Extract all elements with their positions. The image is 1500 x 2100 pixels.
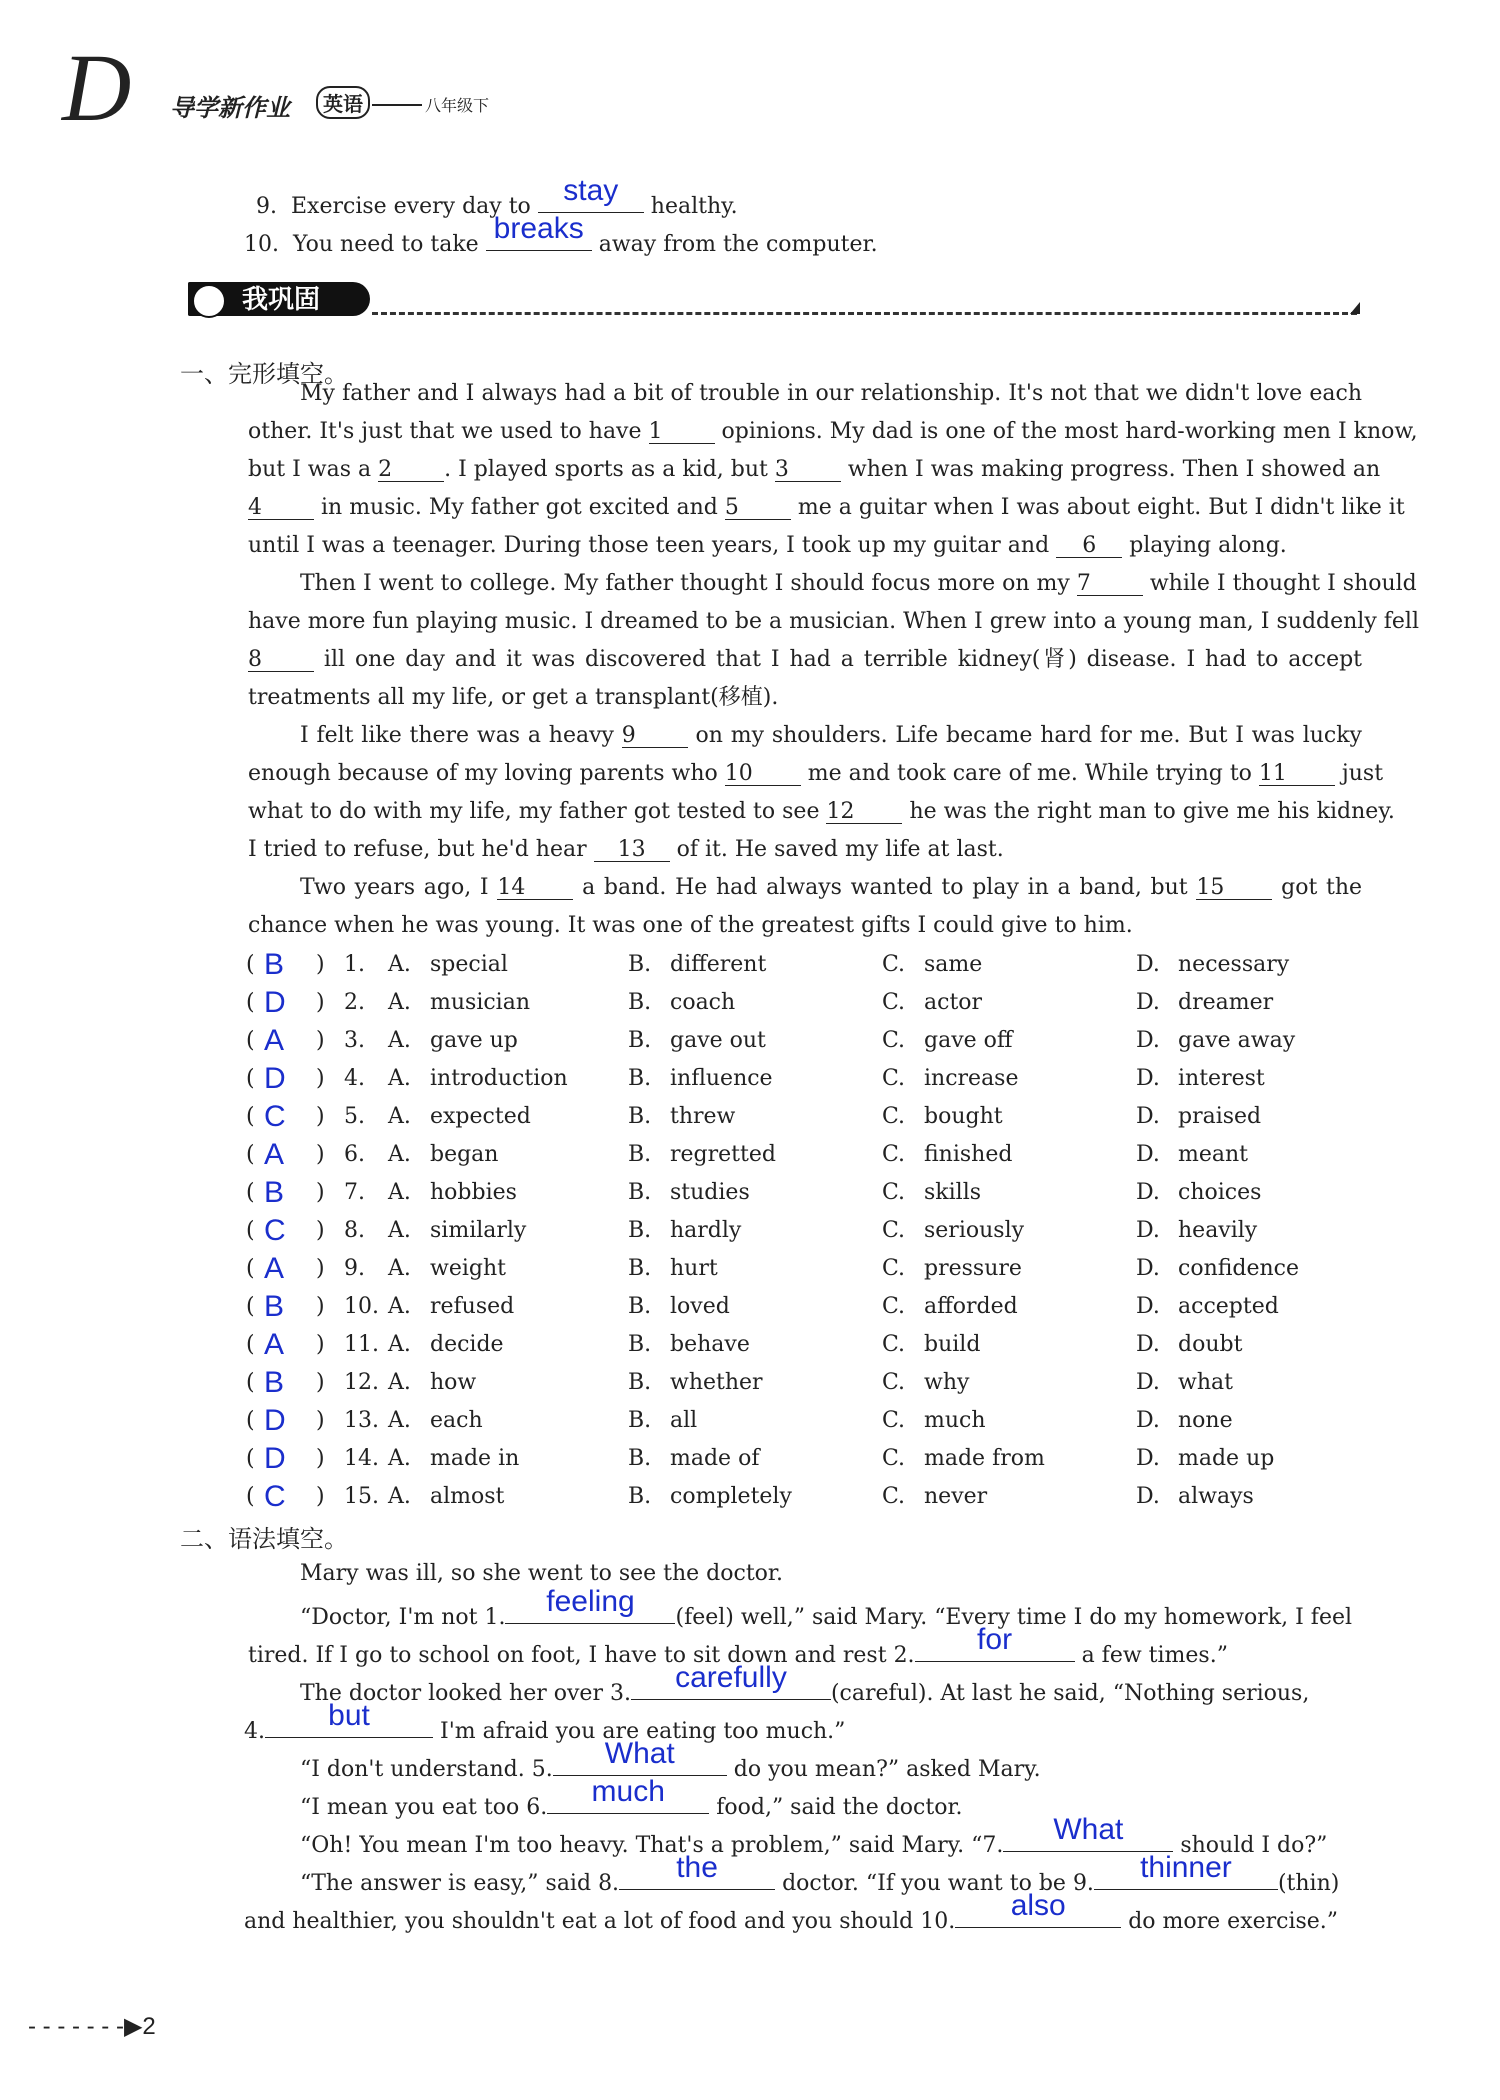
option-text: made in — [430, 1446, 520, 1471]
option-label: ) — [316, 1446, 325, 1471]
passage-line: treatments all my life, or get a transplant(移植). — [248, 685, 779, 710]
answer-letter: C — [264, 1480, 286, 1513]
option-text: hardly — [670, 1218, 742, 1243]
answer-letter: C — [264, 1214, 286, 1247]
option-text: decide — [430, 1332, 504, 1357]
book-title: 导学新作业 — [170, 95, 290, 122]
option-label: ( — [246, 1256, 255, 1281]
option-label: B. — [628, 1104, 652, 1129]
option-text: special — [430, 952, 508, 977]
option-label: B. — [628, 1446, 652, 1471]
option-label: D. — [1136, 952, 1160, 977]
option-label: C. — [882, 1484, 906, 1509]
option-label: ) — [316, 1484, 325, 1509]
option-text: pressure — [924, 1256, 1022, 1281]
dashed-rule — [372, 312, 1357, 315]
option-label: A. — [388, 1332, 411, 1357]
option-text: all — [670, 1408, 698, 1433]
option-text: similarly — [430, 1218, 527, 1243]
option-label: D. — [1136, 1408, 1160, 1433]
subject-badge: 英语 — [316, 86, 370, 119]
answer-letter: D — [264, 1404, 286, 1437]
option-text: threw — [670, 1104, 736, 1129]
option-label: ( — [246, 1484, 255, 1509]
answer-blank: stay — [538, 186, 644, 213]
passage-line: until I was a teenager. During those teen years, I took up my guitar and 6 playing along. — [248, 533, 1287, 558]
section-2-title: 二、语法填空。 — [180, 1525, 348, 1553]
option-label: ( — [246, 1028, 255, 1053]
option-text: 15. — [344, 1484, 379, 1509]
answer-letter: B — [264, 948, 285, 981]
passage-line: Then I went to college. My father thought I should focus more on my 7 while I thought I should — [300, 571, 1417, 596]
option-text: expected — [430, 1104, 531, 1129]
grade-label: 八年级下 — [425, 98, 490, 115]
option-label: D. — [1136, 1446, 1160, 1471]
option-text: gave away — [1178, 1028, 1296, 1053]
option-label: ( — [246, 990, 255, 1015]
grammar-line: and healthier, you shouldn't eat a lot of food and you should 10. also do more exercise.” — [244, 1889, 1339, 1934]
option-label: D. — [1136, 1066, 1160, 1091]
option-label: ( — [246, 1408, 255, 1433]
option-text: 14. — [344, 1446, 379, 1471]
option-text: 11. — [344, 1332, 379, 1357]
option-text: seriously — [924, 1218, 1025, 1243]
option-text: influence — [670, 1066, 773, 1091]
option-text: increase — [924, 1066, 1019, 1091]
option-text: necessary — [1178, 952, 1290, 977]
option-label: D. — [1136, 1370, 1160, 1395]
option-label: C. — [882, 1104, 906, 1129]
option-label: D. — [1136, 1104, 1160, 1129]
option-text: made of — [670, 1446, 760, 1471]
answer-letter: A — [264, 1138, 285, 1171]
option-text: coach — [670, 990, 736, 1015]
answer-letter: B — [264, 1176, 285, 1209]
option-text: why — [924, 1370, 970, 1395]
flower-icon — [192, 284, 226, 318]
answer-blank: breaks — [486, 224, 592, 251]
option-label: C. — [882, 990, 906, 1015]
option-text: musician — [430, 990, 530, 1015]
option-text: made up — [1178, 1446, 1275, 1471]
logo-d: D — [62, 34, 132, 141]
option-text: bought — [924, 1104, 1003, 1129]
option-label: C. — [882, 1028, 906, 1053]
passage-line: I felt like there was a heavy 9 on my shoulders. Life became hard for me. But I was lucky — [300, 723, 1362, 748]
option-label: ( — [246, 1142, 255, 1167]
option-label: ) — [316, 990, 325, 1015]
option-label: ) — [316, 1142, 325, 1167]
option-text: 3. — [344, 1028, 365, 1053]
option-label: A. — [388, 1180, 411, 1205]
option-label: A. — [388, 1484, 411, 1509]
grammar-line: Mary was ill, so she went to see the doctor. — [300, 1561, 784, 1586]
option-text: 1. — [344, 952, 365, 977]
option-label: A. — [388, 1218, 411, 1243]
option-text: whether — [670, 1370, 763, 1395]
option-text: 2. — [344, 990, 365, 1015]
option-label: ) — [316, 1370, 325, 1395]
option-text: regretted — [670, 1142, 776, 1167]
option-text: 13. — [344, 1408, 379, 1433]
option-text: much — [924, 1408, 986, 1433]
option-text: skills — [924, 1180, 982, 1205]
option-text: never — [924, 1484, 988, 1509]
option-label: ) — [316, 1256, 325, 1281]
option-label: B. — [628, 990, 652, 1015]
option-text: 7. — [344, 1180, 365, 1205]
option-label: ) — [316, 1104, 325, 1129]
option-label: A. — [388, 990, 411, 1015]
option-text: completely — [670, 1484, 792, 1509]
grammar-line: 4. but I'm afraid you are eating too much.” — [244, 1699, 846, 1744]
option-label: D. — [1136, 1332, 1160, 1357]
option-text: how — [430, 1370, 477, 1395]
option-label: ( — [246, 952, 255, 977]
option-text: weight — [430, 1256, 506, 1281]
option-label: C. — [882, 1066, 906, 1091]
grammar-line: “The answer is easy,” said 8. the doctor. “If you want to be 9. thinner (thin) — [300, 1851, 1340, 1896]
option-label: ) — [316, 1066, 325, 1091]
option-text: none — [1178, 1408, 1233, 1433]
answer-letter: D — [264, 1442, 286, 1475]
passage-line: what to do with my life, my father got tested to see 12 he was the right man to give me his kidney. — [248, 799, 1395, 824]
option-label: B. — [628, 1332, 652, 1357]
option-text: 5. — [344, 1104, 365, 1129]
passage-line: Two years ago, I 14 a band. He had always wanted to play in a band, but 15 got the — [300, 875, 1363, 900]
option-label: ( — [246, 1218, 255, 1243]
option-label: ) — [316, 952, 325, 977]
grammar-line: tired. If I go to school on foot, I have to sit down and rest 2. for a few times.” — [248, 1623, 1228, 1668]
option-text: 12. — [344, 1370, 379, 1395]
option-label: C. — [882, 1370, 906, 1395]
answer-letter: D — [264, 1062, 286, 1095]
option-text: 4. — [344, 1066, 365, 1091]
option-text: afforded — [924, 1294, 1018, 1319]
header-divider — [372, 104, 422, 106]
option-label: B. — [628, 1218, 652, 1243]
answer-letter: A — [264, 1024, 285, 1057]
passage-line: have more fun playing music. I dreamed to be a musician. When I grew into a young man, I suddenly fell — [248, 609, 1419, 634]
option-text: actor — [924, 990, 983, 1015]
option-text: build — [924, 1332, 981, 1357]
answer-letter: C — [264, 1100, 286, 1133]
option-label: ) — [316, 1332, 325, 1357]
section-1-title: 一、完形填空。 — [180, 360, 348, 388]
option-label: D. — [1136, 1028, 1160, 1053]
passage-line: I tried to refuse, but he'd hear 13 of it. He saved my life at last. — [248, 837, 1004, 862]
option-text: choices — [1178, 1180, 1262, 1205]
option-text: gave off — [924, 1028, 1013, 1053]
passage-line: My father and I always had a bit of trouble in our relationship. It's not that we didn't love each — [300, 381, 1362, 406]
option-text: behave — [670, 1332, 750, 1357]
option-label: B. — [628, 1142, 652, 1167]
option-text: same — [924, 952, 983, 977]
option-label: C. — [882, 1446, 906, 1471]
option-label: ( — [246, 1180, 255, 1205]
option-text: refused — [430, 1294, 515, 1319]
passage-line: enough because of my loving parents who 10 me and took care of me. While trying to 11 just — [248, 761, 1384, 786]
option-text: 10. — [344, 1294, 379, 1319]
option-label: A. — [388, 1256, 411, 1281]
option-label: ( — [246, 1446, 255, 1471]
option-label: D. — [1136, 1142, 1160, 1167]
option-label: A. — [388, 1142, 411, 1167]
option-label: C. — [882, 1408, 906, 1433]
option-label: C. — [882, 1332, 906, 1357]
grammar-line: The doctor looked her over 3. carefully (careful). At last he said, “Nothing serious, — [300, 1661, 1310, 1706]
option-label: ( — [246, 1294, 255, 1319]
option-text: gave out — [670, 1028, 766, 1053]
passage-line: chance when he was young. It was one of the greatest gifts I could give to him. — [248, 913, 1133, 938]
option-label: A. — [388, 1446, 411, 1471]
option-text: what — [1178, 1370, 1233, 1395]
option-label: C. — [882, 1218, 906, 1243]
option-label: B. — [628, 1484, 652, 1509]
option-text: began — [430, 1142, 499, 1167]
grammar-line: “I mean you eat too 6. much food,” said the doctor. — [300, 1775, 963, 1820]
passage-line: 8 ill one day and it was discovered that I had a terrible kidney(肾) disease. I had to accept — [248, 647, 1363, 672]
option-label: B. — [628, 1294, 652, 1319]
option-label: C. — [882, 1180, 906, 1205]
answer-letter: A — [264, 1328, 285, 1361]
option-text: heavily — [1178, 1218, 1258, 1243]
option-label: B. — [628, 1370, 652, 1395]
option-label: A. — [388, 1408, 411, 1433]
option-text: loved — [670, 1294, 730, 1319]
answer-letter: B — [264, 1366, 285, 1399]
passage-line: 4 in music. My father got excited and 5 me a guitar when I was about eight. But I didn't like it — [248, 495, 1405, 520]
passage-line: other. It's just that we used to have 1 opinions. My dad is one of the most hard-working men I know, — [248, 419, 1418, 444]
option-text: made from — [924, 1446, 1045, 1471]
option-text: hobbies — [430, 1180, 517, 1205]
option-text: 9. — [344, 1256, 365, 1281]
option-label: B. — [628, 1256, 652, 1281]
item-9: 9. Exercise every day to stay healthy. — [256, 174, 738, 219]
option-label: A. — [388, 1028, 411, 1053]
answer-letter: B — [264, 1290, 285, 1323]
page-number: - - - - - - -▶2 — [28, 2013, 156, 2040]
answer-letter: D — [264, 986, 286, 1019]
option-label: ( — [246, 1066, 255, 1091]
option-label: ( — [246, 1104, 255, 1129]
option-label: ) — [316, 1028, 325, 1053]
grammar-line: “Doctor, I'm not 1. feeling (feel) well,” said Mary. “Every time I do my homework, I feel — [300, 1585, 1353, 1630]
option-label: D. — [1136, 1218, 1160, 1243]
option-label: C. — [882, 1142, 906, 1167]
option-label: ( — [246, 1370, 255, 1395]
passage-line: but I was a 2 . I played sports as a kid, but 3 when I was making progress. Then I showed an — [248, 457, 1381, 482]
option-label: D. — [1136, 990, 1160, 1015]
corner-mark — [1350, 302, 1360, 314]
option-label: ) — [316, 1408, 325, 1433]
option-text: gave up — [430, 1028, 518, 1053]
option-text: 6. — [344, 1142, 365, 1167]
section-banner: 我巩固 — [188, 282, 370, 316]
option-text: 8. — [344, 1218, 365, 1243]
option-label: C. — [882, 952, 906, 977]
option-label: B. — [628, 1066, 652, 1091]
option-text: hurt — [670, 1256, 718, 1281]
grammar-line: “I don't understand. 5. What do you mean?” asked Mary. — [300, 1737, 1041, 1782]
option-text: meant — [1178, 1142, 1249, 1167]
option-label: ) — [316, 1218, 325, 1243]
option-text: different — [670, 952, 767, 977]
grammar-line: “Oh! You mean I'm too heavy. That's a problem,” said Mary. “7. What should I do?” — [300, 1813, 1328, 1858]
option-label: D. — [1136, 1484, 1160, 1509]
option-label: A. — [388, 1294, 411, 1319]
option-text: introduction — [430, 1066, 568, 1091]
option-text: always — [1178, 1484, 1254, 1509]
option-text: praised — [1178, 1104, 1262, 1129]
option-label: A. — [388, 1104, 411, 1129]
option-label: C. — [882, 1294, 906, 1319]
option-label: B. — [628, 1180, 652, 1205]
option-text: finished — [924, 1142, 1013, 1167]
option-label: B. — [628, 1028, 652, 1053]
option-text: accepted — [1178, 1294, 1279, 1319]
option-label: D. — [1136, 1294, 1160, 1319]
option-label: A. — [388, 1370, 411, 1395]
option-text: interest — [1178, 1066, 1265, 1091]
option-label: B. — [628, 952, 652, 977]
option-text: dreamer — [1178, 990, 1274, 1015]
option-label: B. — [628, 1408, 652, 1433]
option-text: studies — [670, 1180, 750, 1205]
option-text: almost — [430, 1484, 505, 1509]
item-10: 10. You need to take breaks away from the computer. — [244, 212, 878, 257]
option-text: doubt — [1178, 1332, 1243, 1357]
option-label: ( — [246, 1332, 255, 1357]
option-label: A. — [388, 1066, 411, 1091]
option-text: each — [430, 1408, 483, 1433]
option-label: C. — [882, 1256, 906, 1281]
option-text: confidence — [1178, 1256, 1300, 1281]
answer-letter: A — [264, 1252, 285, 1285]
option-label: ) — [316, 1180, 325, 1205]
option-label: D. — [1136, 1180, 1160, 1205]
option-label: A. — [388, 952, 411, 977]
option-label: ) — [316, 1294, 325, 1319]
option-label: D. — [1136, 1256, 1160, 1281]
